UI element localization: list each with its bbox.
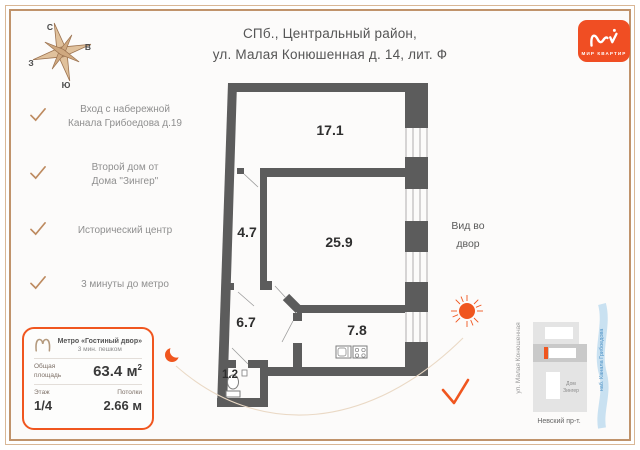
floor-plan xyxy=(198,76,438,426)
apartment-info-card xyxy=(22,327,154,430)
ceiling-col xyxy=(103,389,142,413)
feature-line: Канала Грибоедова д.19 xyxy=(68,118,182,129)
feature-text xyxy=(56,278,194,292)
stove-icon xyxy=(353,346,367,358)
feature-line: 3 минуты до метро xyxy=(81,279,169,290)
feature-line: Второй дом от xyxy=(91,162,159,173)
feature-text xyxy=(56,103,194,131)
map-singer-house-label-2: Зингер xyxy=(563,388,579,394)
map-singer-house-label-1: Дом xyxy=(566,381,576,387)
room-label-6-7: 6.7 xyxy=(236,314,256,330)
map-location-marker xyxy=(544,347,548,359)
total-area-row xyxy=(34,363,142,380)
feature-item-metro xyxy=(22,275,194,295)
feature-item-singer xyxy=(22,161,194,189)
agency-logo-caption: МИР КВАРТИР xyxy=(581,51,627,56)
divider xyxy=(34,358,142,359)
map-avenue-label: Невский пр-т. xyxy=(537,418,581,425)
door-swing xyxy=(282,321,293,342)
total-area-label xyxy=(34,363,61,380)
compass-rose xyxy=(20,10,104,94)
compass-east-label: В xyxy=(84,42,92,52)
floor-ceiling-row xyxy=(34,389,142,413)
door-swing xyxy=(275,286,286,298)
map-buildings xyxy=(533,322,587,412)
wall-chamfer xyxy=(286,297,299,310)
view-note-line: Вид во xyxy=(451,220,485,232)
total-area-value xyxy=(93,363,142,380)
check-icon xyxy=(22,107,56,127)
window-icon xyxy=(406,128,427,157)
compass-star-icon xyxy=(25,15,98,88)
area-number: 63.4 xyxy=(93,363,123,380)
sink-small-icon xyxy=(242,370,247,376)
feature-line: Дома "Зингер" xyxy=(91,176,159,187)
feature-line: Вход с набережной xyxy=(80,104,170,115)
compass-south-label: Ю xyxy=(61,80,71,90)
page-title xyxy=(160,24,500,66)
location-mini-map xyxy=(503,298,633,442)
compass-west-label: З xyxy=(28,58,34,68)
check-icon xyxy=(22,221,56,241)
floor-value: 1/4 xyxy=(34,398,53,413)
window-icon xyxy=(406,252,427,282)
ceiling-value: 2.66 м xyxy=(103,398,142,413)
compass-north-label: С xyxy=(46,22,54,32)
feature-line: Исторический центр xyxy=(77,225,173,236)
toilet-tank-icon xyxy=(226,391,240,397)
title-line-1: СПб., Центральный район, xyxy=(242,26,418,41)
door-swing xyxy=(238,292,254,306)
room-label-25-9: 25.9 xyxy=(325,234,353,250)
door-swing xyxy=(244,174,258,187)
floor-label: Этаж xyxy=(34,389,50,396)
agency-logo xyxy=(578,20,630,62)
room-label-17-1: 17.1 xyxy=(316,122,344,138)
check-icon xyxy=(22,165,56,185)
window-icon xyxy=(406,189,427,221)
feature-text xyxy=(56,161,194,189)
map-canal-label: наб. Канала Грибоедова xyxy=(599,328,605,392)
area-label-line: площадь xyxy=(34,371,62,379)
floor-col xyxy=(34,389,52,413)
room-label-4-7: 4.7 xyxy=(237,224,257,240)
title-line-2: ул. Малая Конюшенная д. 14, лит. Ф xyxy=(212,46,448,62)
divider xyxy=(34,384,142,385)
kitchen-fixtures xyxy=(336,346,367,358)
map-street-left-label: ул. Малая Конюшенная xyxy=(515,322,522,394)
feature-text xyxy=(56,224,194,238)
agency-logo-icon xyxy=(586,26,622,50)
room-label-7-8: 7.8 xyxy=(347,322,367,338)
metro-text xyxy=(58,338,142,353)
metro-station-name: Метро «Гостиный двор» xyxy=(57,337,142,345)
ceiling-label: Потолки xyxy=(117,389,142,396)
sun-icon xyxy=(445,289,489,333)
view-note-line: двор xyxy=(456,237,480,250)
kitchen-sink-icon xyxy=(336,346,351,358)
area-unit: м xyxy=(122,363,138,380)
room-label-1-2: 1.2 xyxy=(222,369,238,381)
metro-logo-icon xyxy=(34,336,52,354)
feature-item-center xyxy=(22,221,194,241)
metro-walk-time: 3 мин. пешком xyxy=(77,345,122,353)
view-note xyxy=(438,218,498,254)
metro-row xyxy=(34,336,142,354)
check-icon xyxy=(22,275,56,295)
area-sup: 2 xyxy=(137,363,142,372)
area-label-line: Общая xyxy=(34,363,56,371)
window-icon xyxy=(406,312,427,342)
feature-item-entrance xyxy=(22,103,194,131)
